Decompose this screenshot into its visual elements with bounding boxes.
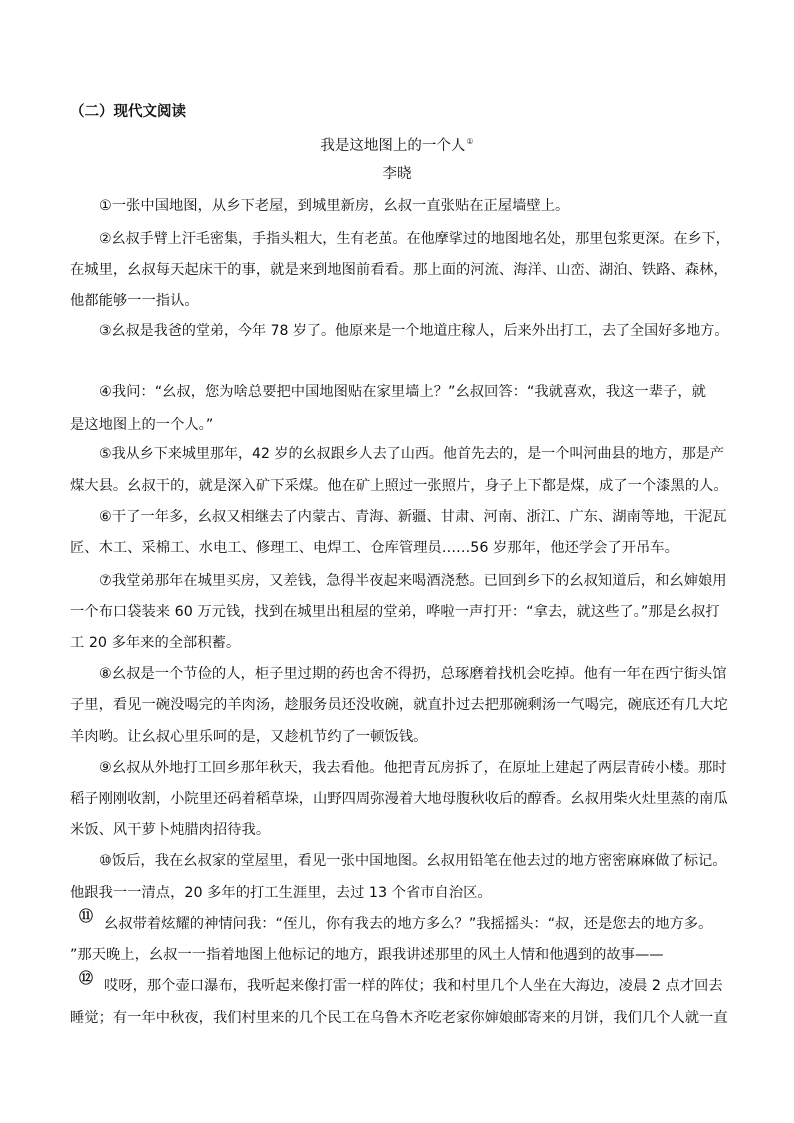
paragraph-number-11: ⑪ bbox=[79, 909, 93, 925]
paragraph-line: 是这地图上的一个人。” bbox=[70, 417, 214, 433]
article-author: 李晓 bbox=[382, 166, 412, 182]
paragraph-line: ⑥干了一年多，幺叔又相继去了内蒙古、青海、新疆、甘肃、河南、浙江、广东、湖南等地，干泥瓦 bbox=[99, 509, 727, 525]
paragraph-number-12: ⑫ bbox=[79, 971, 93, 987]
paragraph-line: 在城里，幺叔每天起床干的事，就是来到地图前看看。那上面的河流、海洋、山峦、湖泊、铁路、森林， bbox=[70, 262, 728, 278]
paragraph-line: 他跟我一一清点，20 多年的打工生涯里，去过 13 个省市自治区。 bbox=[70, 885, 492, 901]
article-title-line bbox=[0, 131, 794, 157]
paragraph-line: ⑤我从乡下来城里那年，42 岁的幺叔跟乡人去了山西。他首先去的，是一个叫河曲县的地方，那是产 bbox=[99, 446, 724, 462]
paragraph-line: 匠、木工、采棉工、水电工、修理工、电焊工、仓库管理员……56 岁那年，他还学会了开吊车。 bbox=[70, 540, 679, 556]
paragraph-line: ①一张中国地图，从乡下老屋，到城里新房，幺叔一直张贴在正屋墙壁上。 bbox=[99, 198, 570, 214]
article-title: 我是这地图上的一个人 bbox=[320, 138, 466, 154]
paragraph-line: ⑦我堂弟那年在城里买房，又差钱，急得半夜起来喝酒浇愁。已回到乡下的幺叔知道后，和幺婶娘用 bbox=[99, 573, 727, 589]
paragraph-line: 羊肉哟。让幺叔心里乐呵的是，又趁机节约了一顿饭钱。 bbox=[70, 729, 428, 745]
paragraph-line: 睡觉；有一年中秋夜，我们村里来的几个民工在乌鲁木齐吃老家你婶娘邮寄来的月饼，我们几个人就一直 bbox=[70, 1010, 728, 1026]
paragraph-line: 哎呀，那个壶口瀑布，我听起来像打雷一样的阵仗；我和村里几个人坐在大海边，凌晨 2 点才回去 bbox=[104, 978, 723, 994]
paragraph-line: ⑩饭后，我在幺叔家的堂屋里，看见一张中国地图。幺叔用铅笔在他去过的地方密密麻麻做了标记。 bbox=[99, 853, 727, 869]
paragraph-line: ③幺叔是我爸的堂弟，今年 78 岁了。他原来是一个地道庄稼人，后来外出打工，去了全国好多地方。 bbox=[99, 323, 729, 339]
paragraph-line: 幺叔带着炫耀的神情问我：“侄儿，你有我去的地方多么？”我摇摇头：“叔，还是您去的地方多。 bbox=[104, 916, 713, 932]
paragraph-line: ②幺叔手臂上汗毛密集，手指头粗大，生有老茧。在他摩挲过的地图地名处，那里包浆更深。在乡下， bbox=[99, 231, 730, 247]
paragraph-line: 米饭、风干萝卜炖腊肉招待我。 bbox=[70, 822, 271, 838]
paragraph-line: 稻子刚刚收割，小院里还码着稻草垛，山野四周弥漫着大地母腹秋收后的醇香。幺叔用柴火灶里蒸的南瓜 bbox=[70, 791, 728, 807]
footnote-marker[interactable]: ① bbox=[466, 137, 474, 146]
paragraph-line: ⑨幺叔从外地打工回乡那年秋天，我去看他。他把青瓦房拆了，在原址上建起了两层青砖小楼。那时 bbox=[99, 760, 727, 776]
paragraph-line: ④我问：“幺叔，您为啥总要把中国地图贴在家里墙上？”幺叔回答：“我就喜欢，我这一辈子，就 bbox=[99, 384, 706, 400]
paragraph-line: 他都能够一一指认。 bbox=[70, 293, 199, 309]
paragraph-line: 煤大县。幺叔干的，就是深入矿下采煤。他在矿上照过一张照片，身子上下都是煤，成了一个漆黑的人。 bbox=[70, 478, 728, 494]
section-heading: （二）现代文阅读 bbox=[70, 104, 186, 120]
paragraph-line: 一个布口袋装来 60 万元钱，找到在城里出租屋的堂弟，哗啦一声打开：“拿去，就这些了。”那是幺叔打 bbox=[70, 604, 720, 620]
paragraph-line: 工 20 多年来的全部积蓄。 bbox=[70, 635, 241, 651]
paragraph-line: ⑧幺叔是一个节俭的人，柜子里过期的药也舍不得扔，总琢磨着找机会吃掉。他有一年在西宁街头馆 bbox=[99, 666, 727, 682]
paragraph-line: 子里，看见一碗没喝完的羊肉汤，趁服务员还没收碗，就直扑过去把那碗剩汤一气喝完，碗底还有几大坨 bbox=[70, 697, 728, 713]
paragraph-line: ”那天晚上，幺叔一一指着地图上他标记的地方，跟我讲述那里的风土人情和他遇到的故事—— bbox=[70, 947, 664, 963]
